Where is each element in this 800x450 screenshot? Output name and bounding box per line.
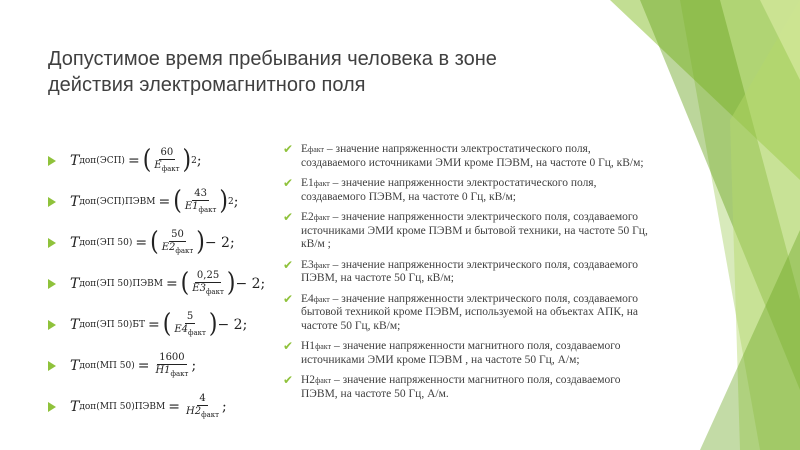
definition-text: – значение напряженности электростатического поля, создаваемого ПЭВМ, на частоте 0 Гц, кВ/м; (301, 177, 597, 203)
formula-symbol: T (70, 357, 80, 374)
checkmark-icon: ✔ (283, 291, 294, 306)
formula-paren-close: ) (182, 144, 192, 175)
formula-symbol: T (70, 398, 80, 415)
bullet-arrow-icon (48, 361, 56, 371)
formula-equals: = (165, 275, 178, 292)
fraction-denominator: $E4_{факт}$ (174, 323, 206, 337)
definition-item (283, 143, 658, 170)
bullet-arrow-icon (48, 320, 56, 330)
definition-text: – значение напряженности электрического поля, создаваемого источниками ЭМИ кроме ПЭВМ и бытовой техники, на частоте 50 Гц, кВ/м ; (301, 211, 648, 250)
definition-symbol-subscript: факт (315, 342, 332, 351)
slide-title: Допустимое время пребывания человека в зоне действия электромагнитного поля (48, 48, 497, 96)
formula-paren-open: ( (150, 226, 159, 257)
formula-fraction (184, 393, 221, 421)
formula-fraction (152, 147, 181, 175)
bullet-arrow-icon (48, 402, 56, 412)
definition-symbol-subscript: факт (315, 376, 332, 385)
fraction-denominator: $E1_{факт}$ (184, 200, 217, 214)
checkmark-icon: ✔ (283, 210, 294, 224)
formula-item (48, 386, 280, 427)
formula-symbol: T (70, 275, 80, 292)
formula-item (48, 181, 280, 222)
formula-paren-open: ( (142, 144, 152, 175)
definition-symbol: Е (301, 143, 309, 155)
formula-item (48, 222, 280, 263)
formula-fraction (172, 311, 208, 339)
formula-item (48, 263, 280, 304)
formula-power: 2 (191, 155, 197, 166)
definition-item (283, 374, 658, 401)
formula-equals: = (158, 193, 171, 210)
fraction-denominator: $H1_{факт}$ (155, 364, 189, 378)
formula-power: 2 (228, 196, 234, 207)
fraction-denominator: $E2_{факт}$ (161, 241, 194, 255)
fraction-numerator: 50 (171, 228, 184, 240)
definition-symbol: Н1 (301, 340, 316, 352)
bullet-arrow-icon (48, 238, 56, 248)
formula-tail: − 2; (204, 234, 235, 251)
definition-item (283, 340, 658, 367)
definition-symbol-subscript: факт (313, 213, 330, 222)
definition-text: – значение напряженности магнитного поля, создаваемого источниками ЭМИ кроме ПЭВМ , на частоте 50 Гц, А/м; (301, 340, 621, 366)
formula-equals: = (137, 357, 150, 374)
formula-equals: = (148, 316, 160, 333)
formula-symbol: T (70, 193, 80, 210)
formula-subscript: доп(ЭП 50)БТ (79, 319, 145, 330)
formula-tail: ; (222, 398, 227, 415)
formula-item (48, 140, 280, 181)
checkmark-icon: ✔ (283, 142, 294, 156)
definition-item (283, 293, 658, 334)
formula-tail: ; (233, 193, 239, 210)
formula-paren-open: ( (180, 267, 190, 298)
fraction-denominator: $H2_{факт}$ (186, 405, 219, 419)
formula-paren-close: ) (196, 226, 205, 257)
formula-item (48, 345, 280, 386)
definition-item (283, 177, 658, 204)
formula-tail: ; (191, 357, 197, 374)
checkmark-icon: ✔ (283, 339, 294, 353)
definition-text: – значение напряженности электрического поля, создаваемого ПЭВМ, на частоте 50 Гц, кВ/м; (301, 258, 639, 284)
formula-fraction (190, 270, 226, 298)
formula-subscript: доп(ЭП 50)ПЭВМ (79, 278, 163, 289)
fraction-numerator: 0,25 (196, 269, 220, 281)
definition-symbol: Е4 (301, 292, 314, 305)
formula-paren-close: ) (208, 308, 218, 339)
fraction-denominator: $E_{факт}$ (154, 159, 180, 173)
formula-subscript: доп(ЭСП)ПЭВМ (79, 196, 156, 207)
checkmark-icon: ✔ (283, 176, 294, 190)
checkmark-icon: ✔ (283, 257, 294, 272)
definition-symbol: Н2 (301, 374, 316, 386)
formula-symbol: T (70, 316, 80, 333)
definition-text: – значение напряженности электрического поля, создаваемого бытовой техникой кроме ПЭВМ, используемой на объектах АПК, на частоте 50 Гц, кВ/м; (301, 292, 639, 332)
formula-subscript: доп(МП 50) (79, 360, 135, 371)
formula-equals: = (135, 234, 148, 251)
formula-symbol: T (70, 152, 80, 169)
bullet-arrow-icon (48, 279, 56, 289)
bullet-arrow-icon (48, 156, 56, 166)
definition-item (283, 211, 658, 252)
formula-paren-close: ) (226, 267, 236, 298)
formula-symbol: T (70, 234, 80, 251)
formula-subscript: доп(ЭСП) (79, 155, 125, 166)
definition-symbol: Е1 (301, 177, 314, 189)
formula-equals: = (168, 398, 180, 415)
formula-paren-open: ( (162, 308, 172, 339)
formula-equals: = (127, 152, 140, 169)
formula-paren-open: ( (173, 185, 182, 216)
formula-list (48, 140, 280, 427)
definition-text: – значение напряженности магнитного поля, создаваемого ПЭВМ, на частоте 50 Гц, А/м. (301, 374, 621, 400)
formula-tail: − 2; (235, 275, 266, 292)
formula-fraction (153, 352, 190, 380)
checkmark-icon: ✔ (283, 373, 294, 387)
formula-tail: ; (196, 152, 202, 169)
fraction-numerator: 43 (194, 187, 207, 199)
definition-item (283, 259, 658, 286)
formula-fraction (183, 188, 219, 216)
fraction-numerator: 1600 (159, 351, 185, 363)
formula-fraction (160, 229, 196, 257)
formula-item (48, 304, 280, 345)
definition-symbol: Е2 (301, 211, 314, 223)
formula-paren-close: ) (219, 185, 229, 216)
formula-subscript: доп(МП 50)ПЭВМ (79, 401, 166, 412)
definition-text: – значение напряженности электростатического поля, создаваемого источниками ЭМИ кроме ПЭВМ, на частоте 0 Гц, кВ/м; (301, 143, 644, 169)
formula-subscript: доп(ЭП 50) (79, 237, 133, 248)
definition-symbol: Е3 (301, 258, 314, 271)
fraction-numerator: 4 (199, 392, 206, 404)
definition-list (283, 143, 658, 408)
definition-symbol-subscript: факт (308, 145, 325, 154)
formula-tail: − 2; (217, 316, 248, 333)
definition-symbol-subscript: факт (313, 294, 330, 304)
definition-symbol-subscript: факт (313, 260, 330, 270)
bullet-arrow-icon (48, 197, 56, 207)
fraction-numerator: 5 (186, 310, 194, 322)
fraction-numerator: 60 (160, 146, 174, 158)
fraction-denominator: $E3_{факт}$ (192, 282, 224, 296)
definition-symbol-subscript: факт (313, 179, 330, 188)
